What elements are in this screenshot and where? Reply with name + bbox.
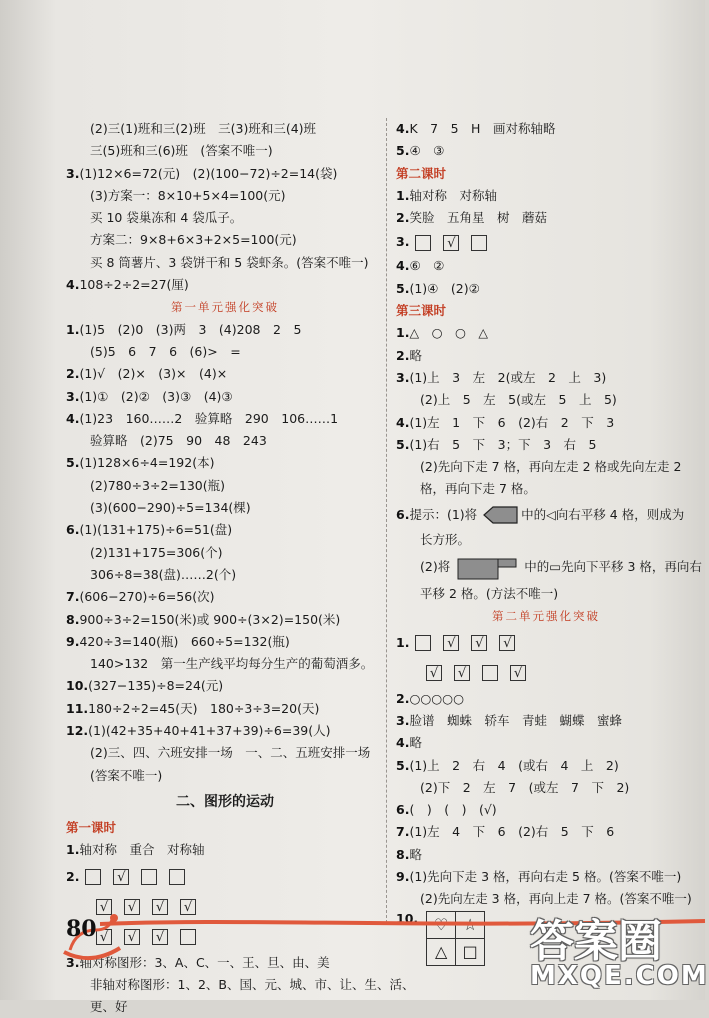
question-number: 1.	[396, 187, 410, 203]
question-number: 3.	[396, 369, 410, 385]
answer-line: ④ ③	[409, 143, 445, 159]
question-number: 4.	[66, 410, 80, 426]
question-number: 2.	[66, 366, 80, 382]
question-number: 3.	[396, 712, 410, 728]
small-rectangle-icon: ▭	[549, 559, 562, 575]
answer-line: (答案不唯一)	[90, 767, 163, 783]
answer-line: ( ) ( ) (√)	[409, 802, 497, 818]
answer-box: √	[471, 635, 487, 651]
answer-line: 买 10 袋巢冻和 4 袋瓜子。	[90, 210, 243, 226]
question-number: 3.	[66, 388, 80, 404]
answer-line: 脸谱 蜘蛛 轿车 青蛙 蝴蝶 蜜蜂	[409, 712, 622, 728]
question-number: 4.	[396, 121, 410, 136]
answer-box: √	[96, 899, 112, 915]
right-column	[396, 118, 702, 971]
question-number: 3.	[66, 165, 80, 181]
answer-line: (2)先向左走 3 格，再向上走 7 格。(答案不唯一)	[420, 891, 692, 907]
question-number: 1.	[66, 321, 80, 337]
arrow-shape-figure	[484, 506, 518, 524]
answer-line: (1)23 160……2 验算略 290 106……1	[79, 410, 339, 426]
answer-line: 非轴对称图形：1、2、B、国、元、城、市、让、生、活、	[90, 976, 415, 992]
answer-line: 420÷3=140(瓶) 660÷5=132(瓶)	[79, 633, 290, 649]
answer-line: 轴对称图形：3、A、C、一、王、旦、由、美	[79, 954, 330, 970]
question-number: 7.	[396, 824, 410, 840]
answer-box: √	[152, 899, 168, 915]
answer-line: 306÷8=38(盘)……2(个)	[90, 566, 237, 582]
triangle-icon: △	[427, 938, 456, 965]
watermark-logo-text: 答案圈	[530, 916, 662, 967]
question-number: 5.	[396, 436, 410, 452]
answer-line: 108÷2÷2=27(厘)	[79, 277, 189, 293]
answer-line: 格，再向下走 7 格。	[420, 481, 536, 497]
answer-line: (1)① (2)② (3)③ (4)③	[79, 388, 233, 404]
answer-line: 略	[409, 846, 422, 862]
answer-line: 长方形。	[420, 531, 471, 547]
question-number: 2.	[396, 210, 410, 226]
question-number: 2.	[396, 690, 410, 706]
answer-box: √	[152, 929, 168, 945]
answer-line: 中的	[524, 559, 550, 575]
answer-box: √	[510, 665, 526, 681]
question-number: 4.	[66, 277, 80, 293]
answer-line: (2)131+175=306(个)	[90, 544, 223, 560]
answer-line: 轴对称 重合 对称轴	[79, 842, 205, 858]
answer-line: 更、好	[90, 999, 128, 1015]
answer-line: (2)三(1)班和三(2)班 三(3)班和三(4)班	[90, 121, 317, 136]
star-icon: ☆	[456, 911, 485, 938]
question-number: 1.	[66, 842, 80, 858]
answer-line: (2)上 5 左 5(或左 5 上 5)	[420, 392, 617, 408]
answer-box	[415, 635, 431, 651]
question-number: 1.	[396, 325, 410, 341]
answer-line: (1)12×6=72(元) (2)(100−72)÷2=14(袋)	[79, 165, 338, 181]
chapter-title: 二、图形的运动	[176, 793, 274, 810]
heart-icon: ♡	[427, 911, 456, 938]
question-number: 7.	[66, 589, 80, 605]
watermark	[520, 905, 709, 1000]
answer-line: 轴对称 对称轴	[409, 187, 497, 203]
answer-line: 900÷3÷2=150(米)或 900÷(3×2)=150(米)	[79, 611, 341, 627]
question-number: 6.	[396, 802, 410, 818]
answer-line: (1)√ (2)× (3)× (4)×	[79, 366, 228, 382]
answer-line: △ ○ ○ △	[409, 325, 488, 341]
answer-line: (1)上 3 左 2(或左 2 上 3)	[409, 369, 607, 385]
lesson-heading: 第一课时	[66, 819, 117, 835]
answer-line: (1)先向下走 3 格，再向右走 5 格。(答案不唯一)	[409, 869, 682, 885]
question-number: 8.	[396, 846, 410, 862]
lesson-heading: 第二课时	[396, 165, 447, 181]
answer-line: (3)(600−290)÷5=134(棵)	[90, 500, 251, 516]
question-number: 10.	[66, 678, 89, 694]
answer-line: 略	[409, 735, 422, 751]
answer-line: (2)将	[420, 559, 451, 575]
answer-line: 三(5)班和三(6)班 (答案不唯一)	[90, 143, 273, 159]
answer-line: (1)128×6÷4=192(本)	[79, 455, 215, 471]
answer-box: √	[124, 929, 140, 945]
page-number-badge	[56, 900, 126, 970]
question-number: 9.	[396, 869, 410, 885]
lesson-heading: 第三课时	[396, 303, 447, 319]
answer-box: √	[426, 665, 442, 681]
answer-line: (1)(131+175)÷6=51(盘)	[79, 522, 233, 538]
answer-line: 验算略 (2)75 90 48 243	[90, 433, 267, 449]
answer-box	[415, 235, 431, 251]
question-number: 8.	[66, 611, 80, 627]
answer-box: √	[499, 635, 515, 651]
answer-line: K 7 5 H 画对称轴略	[409, 121, 556, 136]
question-number: 12.	[66, 723, 89, 739]
left-column	[66, 118, 415, 1018]
answer-box: √	[180, 899, 196, 915]
answer-line: (606−270)÷6=56(次)	[79, 589, 215, 605]
t-shape-figure	[457, 556, 521, 580]
answer-box: √	[124, 899, 140, 915]
answer-line: 180÷2÷2=45(天) 180÷3÷3=20(天)	[88, 700, 320, 716]
answer-line: (327−135)÷8=24(元)	[88, 678, 224, 694]
answer-line: 向右平移 4 格，则成为	[555, 506, 685, 522]
answer-box	[471, 235, 487, 251]
answer-line: (2)三、四、六班安排一场 一、二、五班安排一场	[90, 745, 371, 761]
answer-line: (1)(42+35+40+41+37+39)÷6=39(人)	[88, 723, 331, 739]
triangle-left-icon: ◁	[546, 506, 556, 522]
column-divider	[386, 118, 387, 923]
question-number: 4.	[396, 258, 410, 274]
answer-box: √	[113, 869, 129, 885]
answer-line: (2)下 2 左 7 (或左 7 下 2)	[420, 779, 630, 795]
answer-box	[85, 869, 101, 885]
question-number: 2.	[66, 868, 80, 884]
question-number: 2.	[396, 347, 410, 363]
square-icon: □	[456, 938, 485, 965]
question-number: 3.	[396, 234, 410, 250]
answer-line: (2)先向下走 7 格，再向左走 2 格或先向左走 2	[420, 459, 682, 475]
question-number: 3.	[66, 954, 80, 970]
question-number: 5.	[66, 455, 80, 471]
answer-line: (1)5 (2)0 (3)两 3 (4)208 2 5	[79, 321, 302, 337]
answer-line: 平移 2 格。(方法不唯一)	[420, 586, 559, 602]
answer-line: 略	[409, 347, 422, 363]
answer-line: 提示：(1)将	[409, 506, 478, 522]
question-number: 1.	[396, 634, 410, 650]
answer-line: (3)方案一：8×10+5×4=100(元)	[90, 187, 286, 203]
question-number: 6.	[66, 522, 80, 538]
page-number: 80	[66, 916, 97, 942]
answer-line: ⑥ ②	[409, 258, 445, 274]
unit-heading: 第二单元强化突破	[492, 609, 600, 624]
answer-box: √	[443, 635, 459, 651]
answer-line: (1)④ (2)②	[409, 280, 480, 296]
question-number: 6.	[396, 506, 410, 522]
answer-box	[169, 869, 185, 885]
answer-box: √	[443, 235, 459, 251]
answer-line: (5)5 6 7 6 (6)> =	[90, 343, 241, 359]
question-number: 4.	[396, 735, 410, 751]
answer-line: (1)左 4 下 6 (2)右 5 下 6	[409, 824, 615, 840]
answer-box	[482, 665, 498, 681]
answer-line: 笑脸 五角星 树 蘑菇	[409, 210, 547, 226]
answer-box	[180, 929, 196, 945]
answer-line: ○○○○○	[409, 690, 464, 706]
question-number: 5.	[396, 143, 410, 159]
answer-line: 买 8 筒薯片、3 袋饼干和 5 袋虾条。(答案不唯一)	[90, 254, 369, 270]
answer-line: (1)上 2 右 4 (或右 4 上 2)	[409, 757, 619, 773]
unit-heading: 第一单元强化突破	[171, 300, 279, 315]
answer-line: (1)左 1 下 6 (2)右 2 下 3	[409, 414, 615, 430]
question-number: 5.	[396, 757, 410, 773]
watermark-url: MXQE.COM	[530, 961, 709, 991]
question-number: 10.	[396, 910, 419, 926]
answer-box	[141, 869, 157, 885]
answer-line: 先向下平移 3 格，再向右	[561, 559, 702, 575]
answer-line: 140>132 第一生产线平均每分生产的葡萄酒多。	[90, 656, 374, 672]
answer-box: √	[454, 665, 470, 681]
answer-line: 方案二：9×8+6×3+2×5=100(元)	[90, 232, 297, 248]
question-number: 11.	[66, 700, 89, 716]
answer-box: √	[96, 929, 112, 945]
question-number: 4.	[396, 414, 410, 430]
question-number: 5.	[396, 280, 410, 296]
question-number: 9.	[66, 633, 80, 649]
answer-line: (2)780÷3÷2=130(瓶)	[90, 477, 226, 493]
answer-line: 中的	[521, 506, 547, 522]
answer-line: (1)右 5 下 3；下 3 右 5	[409, 436, 597, 452]
